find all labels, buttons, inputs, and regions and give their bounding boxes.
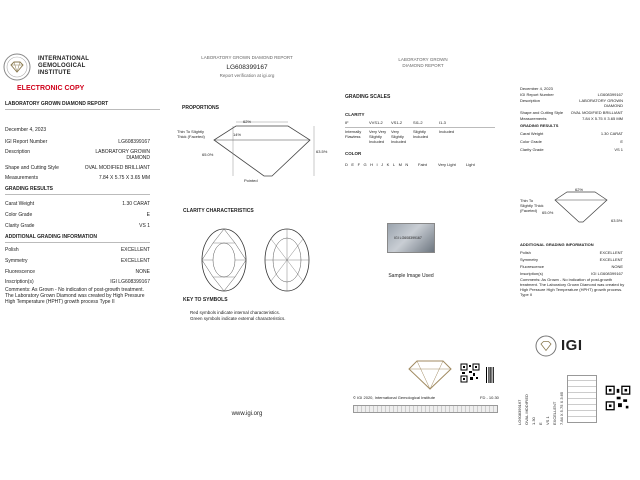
sample-image-caption: Sample Image Used: [388, 273, 434, 279]
additional-value: EXCELLENT: [120, 247, 150, 253]
p4-additional-title: ADDITIONAL GRADING INFORMATION: [520, 242, 594, 247]
copyright-footer: © IGI 2020, International Gemological Institute: [353, 395, 436, 400]
stub-shape: OVAL MODIFIED: [524, 394, 529, 425]
field-value: OVAL MODIFIED BRILLIANT: [84, 165, 150, 171]
org-line-3: INSTITUTE: [38, 70, 71, 76]
p4-grading-value: 1.30 CARAT: [600, 131, 623, 136]
key-to-symbols-title: KEY TO SYMBOLS: [183, 297, 228, 303]
verification-note: Report verification at igi.org: [219, 73, 275, 78]
report-page-3: [343, 45, 508, 425]
p4-table-percent: 62%: [575, 187, 584, 192]
p4-field-label: Description: [520, 98, 541, 103]
report-type: LABORATORY GROWN DIAMOND REPORT: [5, 101, 109, 107]
grading-value: 1.30 CARAT: [122, 201, 150, 207]
org-line-2: GEMOLOGICAL: [38, 63, 86, 69]
p4-grading-value: VS 1: [614, 147, 623, 152]
clarity-code-vs: VS1-2: [391, 120, 403, 125]
key-red-note: Red symbols indicate internal characteristics.: [190, 310, 281, 315]
girdle-description: Thin To Slightly Thick (Faceted): [177, 129, 205, 139]
field-row: [5, 139, 150, 145]
p4-grading-row: [520, 147, 623, 152]
color-letter: J: [381, 162, 384, 167]
stub-color: E: [538, 422, 543, 425]
p4-field-row: [520, 116, 623, 121]
table-percent: 62%: [243, 119, 252, 124]
color-letter: K: [386, 162, 390, 167]
additional-label: Polish: [5, 247, 19, 253]
report-page-4: [515, 45, 640, 425]
field-label: Shape and Cutting Style: [5, 165, 59, 171]
igi-seal-icon: [3, 53, 31, 81]
clarity-desc-if: Internally Flawless: [345, 129, 362, 139]
grading-row: [5, 223, 150, 229]
p4-field-label: IGI Report Number: [520, 92, 554, 97]
field-value: 7.84 X 5.75 X 3.65 MM: [98, 175, 150, 181]
p4-additional-label: Symmetry: [520, 257, 538, 262]
clarity-desc-vvs: Very Very Slightly Included: [369, 129, 387, 144]
crown-percent: 14%: [233, 132, 242, 137]
clarity-code-vvs: VVS1-2: [369, 120, 383, 125]
page3-header: [368, 57, 478, 69]
p4-field-value: 7.84 X 5.75 X 3.65 MM: [582, 116, 623, 121]
color-desc-light: Light: [466, 162, 475, 167]
girdle-inscription-sample-image: [387, 223, 435, 253]
p4-grading-label: Clarity Grade: [520, 147, 544, 152]
igi-logo-seal-icon: [535, 335, 557, 357]
girdle-inscription-text: IGI LG608399167: [394, 236, 422, 240]
p4-field-value: LABORATORY GROWN DIAMOND: [579, 98, 623, 108]
stub-report-number: LG608399167: [517, 399, 522, 425]
form-code: FD - 10.30: [480, 395, 499, 400]
p4-additional-label: Fluorescence: [520, 264, 545, 269]
field-label: IGI Report Number: [5, 139, 48, 145]
page3-header-line-1: LABORATORY GROWN: [398, 57, 448, 62]
p4-grading-label: Color Grade: [520, 139, 542, 144]
p4-field-row: [520, 110, 623, 115]
color-letter: I: [376, 162, 378, 167]
p4-additional-row: [520, 264, 623, 269]
field-row: [5, 149, 150, 161]
additional-label: Symmetry: [5, 258, 28, 264]
p4-additional-row: [520, 271, 623, 276]
stub-measurements: 7.84 X 5.75 X 3.65: [559, 391, 564, 425]
p4-field-row: [520, 98, 623, 108]
p4-field-value: OVAL MODIFIED BRILLIANT: [570, 110, 623, 115]
proportions-diagram: [212, 118, 320, 186]
p4-grading-label: Carat Weight: [520, 131, 544, 136]
electronic-copy-label: ELECTRONIC COPY: [17, 85, 85, 92]
field-label: Measurements: [5, 175, 39, 181]
grading-label: Clarity Grade: [5, 223, 35, 229]
additional-label: Inscription(s): [5, 279, 34, 285]
key-green-note: Green symbols indicate external characteristics.: [190, 316, 286, 321]
org-name: [38, 56, 89, 77]
additional-row: [5, 247, 150, 253]
culet-description: Pointed: [244, 178, 258, 183]
color-desc-very-light: Very Light: [438, 162, 456, 167]
p4-additional-value: EXCELLENT: [599, 257, 623, 262]
p4-pavilion-percent: 65.0%: [542, 210, 554, 215]
additional-value: NONE: [135, 269, 150, 275]
clarity-desc-i: Included: [439, 129, 455, 134]
clarity-code-i: I1-3: [439, 120, 446, 125]
org-line-1: INTERNATIONAL: [38, 56, 90, 62]
additional-row: [5, 258, 150, 264]
color-scale-label: COLOR: [345, 151, 362, 156]
grading-results-title: GRADING RESULTS: [5, 186, 53, 192]
clarity-desc-si: Slightly Included: [413, 129, 429, 139]
hologram-strip: [353, 405, 498, 413]
color-letter: D: [345, 162, 348, 167]
additional-value: IGI LG608399167: [110, 279, 150, 285]
color-letter: E: [351, 162, 355, 167]
p4-report-date: December 4, 2023: [520, 86, 553, 91]
additional-row: [5, 279, 150, 285]
depth-percent: 63.5%: [316, 149, 328, 154]
color-letter: G: [363, 162, 367, 167]
additional-info-title: ADDITIONAL GRADING INFORMATION: [5, 234, 98, 240]
field-label: Description: [5, 149, 31, 155]
p4-additional-row: [520, 250, 623, 255]
stub-qr-code-icon[interactable]: [605, 385, 631, 411]
field-row: [5, 165, 150, 171]
proportions-title: PROPORTIONS: [182, 105, 219, 111]
page2-report-number: LG608399167: [226, 64, 268, 71]
website-link[interactable]: www.igi.org: [231, 411, 263, 417]
stub-clarity: VS 1: [545, 416, 550, 425]
color-letters: [345, 162, 408, 167]
stub-table-grid: [567, 375, 597, 423]
clarity-code-si: SI1-2: [413, 120, 423, 125]
report-page-1: [0, 45, 165, 335]
p4-grading-row: [520, 139, 623, 144]
p4-additional-value: EXCELLENT: [599, 250, 623, 255]
p4-field-label: Measurements: [520, 116, 547, 121]
barcode-icon: [486, 367, 494, 383]
p4-depth-percent: 63.5%: [611, 218, 623, 223]
p4-girdle-description: Thin To Slightly Thick (Faceted): [520, 198, 544, 213]
grading-value: E: [146, 212, 150, 218]
grading-row: [5, 212, 150, 218]
color-letter: L: [392, 162, 396, 167]
qr-code-icon[interactable]: [460, 363, 480, 383]
p4-comments: Comments: As Grown - No indication of post-growth treatment. The Laboratory Grown Diamond was created by High Pressure High Temperature (HPHT) growth process. Type II: [520, 277, 625, 297]
color-letter: N: [405, 162, 409, 167]
stub-carat: 1.30: [531, 417, 536, 425]
pavilion-percent: 65.0%: [202, 152, 214, 157]
p4-grading-value: E: [620, 139, 623, 144]
p4-grading-title: GRADING RESULTS: [520, 123, 559, 128]
grading-label: Carat Weight: [5, 201, 35, 207]
color-letter: M: [398, 162, 402, 167]
clarity-plot-top-view: [200, 227, 248, 293]
field-value: LABORATORY GROWN DIAMOND: [95, 149, 150, 161]
page2-report-type: LABORATORY GROWN DIAMOND REPORT: [201, 55, 293, 60]
grading-scales-title: GRADING SCALES: [345, 94, 391, 100]
grading-row: [5, 201, 150, 207]
report-date: December 4, 2023: [5, 127, 47, 133]
p4-additional-value: IGI LG608399167: [591, 271, 623, 276]
clarity-characteristics-title: CLARITY CHARACTERISTICS: [183, 208, 254, 214]
additional-label: Fluorescence: [5, 269, 36, 275]
clarity-desc-vs: Very Slightly Included: [391, 129, 407, 144]
grading-label: Color Grade: [5, 212, 33, 218]
p4-additional-value: NONE: [611, 264, 623, 269]
field-value: LG608399167: [118, 139, 150, 145]
page3-header-line-2: DIAMOND REPORT: [402, 63, 444, 68]
clarity-scale-label: CLARITY: [345, 112, 365, 117]
p4-field-label: Shape and Cutting Style: [520, 110, 564, 115]
p4-grading-row: [520, 131, 623, 136]
p4-additional-label: Inscription(s): [520, 271, 543, 276]
field-row: [5, 175, 150, 181]
additional-row: [5, 269, 150, 275]
comments: Comments: As Grown - No indication of post-growth treatment. The Laboratory Grown Diamond was created by High Pressure High Temperature (HPHT) growth process Type II: [5, 287, 145, 305]
color-letter: H: [370, 162, 374, 167]
p4-field-row: [520, 92, 623, 97]
igi-brand: IGI: [561, 337, 583, 354]
p4-additional-row: [520, 257, 623, 262]
color-desc-faint: Faint: [418, 162, 427, 167]
stub-cut: EXCELLENT: [552, 401, 557, 425]
clarity-code-if: IF: [345, 120, 349, 125]
clarity-plot-bottom-view: [263, 227, 311, 293]
p4-field-value: LG608399167: [597, 92, 623, 97]
p4-proportions-diagram: [553, 187, 609, 225]
grading-value: VS 1: [139, 223, 150, 229]
report-page-2: [172, 45, 337, 425]
p4-additional-label: Polish: [520, 250, 531, 255]
additional-value: EXCELLENT: [120, 258, 150, 264]
color-letter: F: [357, 162, 361, 167]
security-diamond-emblem: [405, 355, 455, 393]
